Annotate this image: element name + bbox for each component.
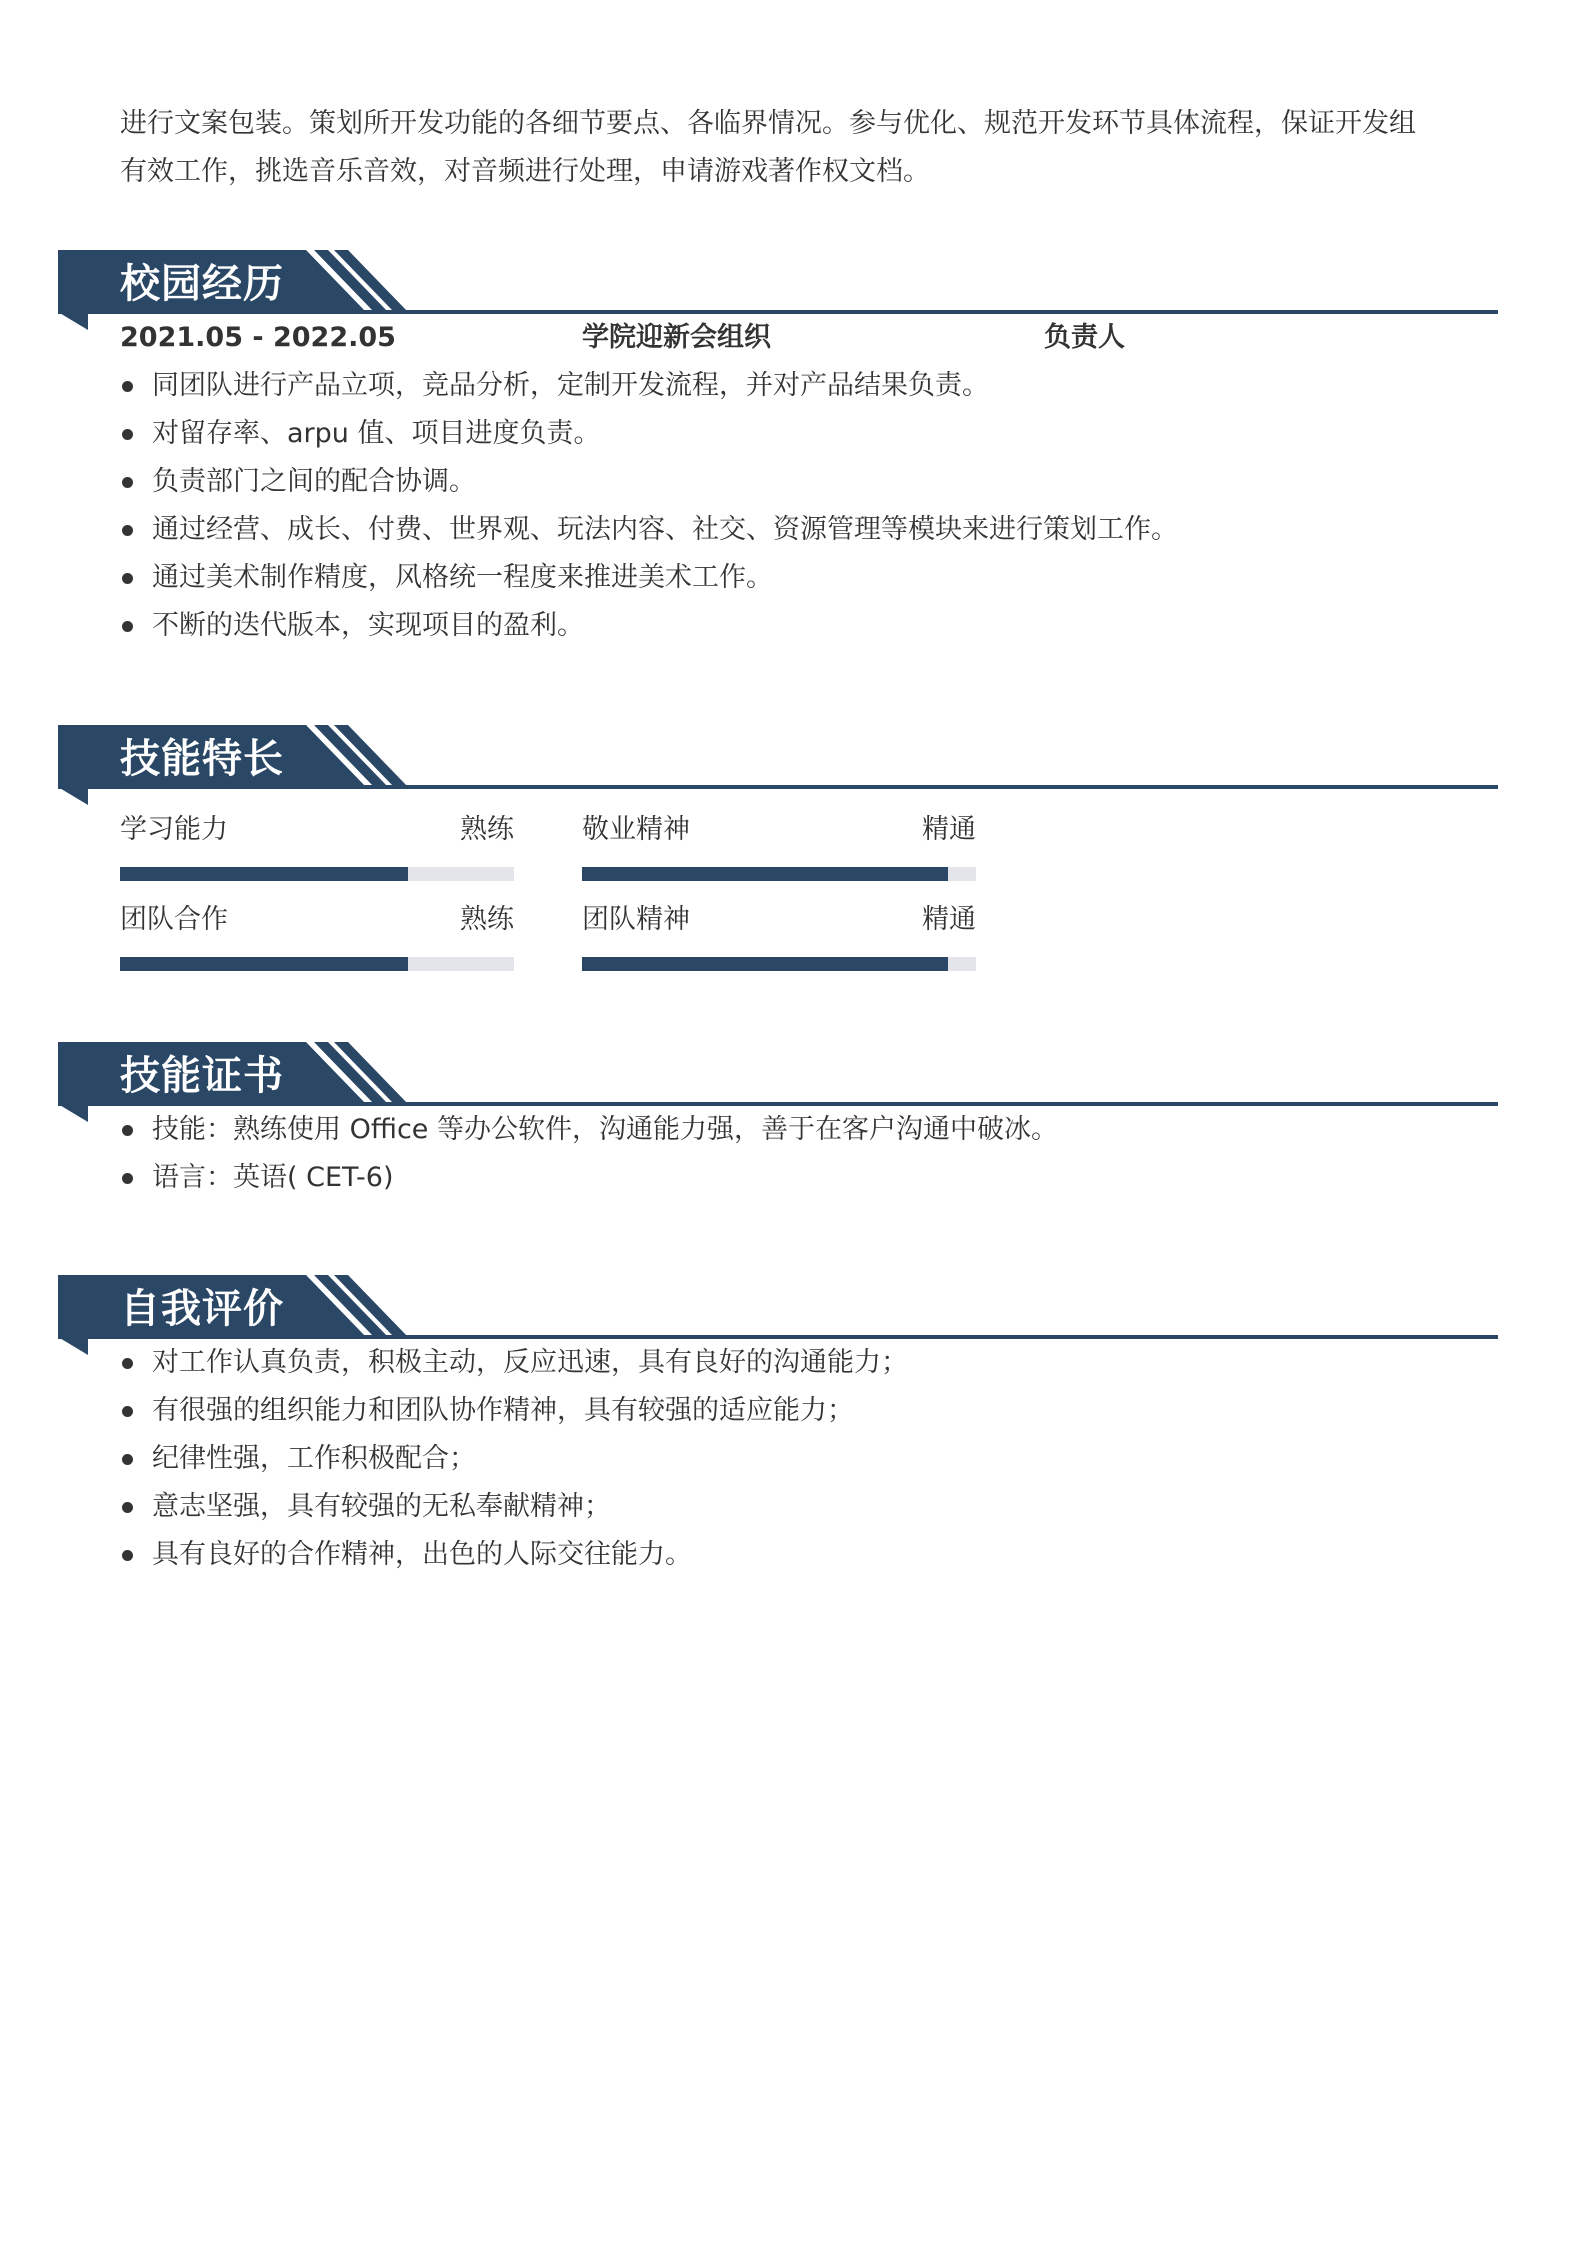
intro-line-2: 有效工作，挑选音乐音效，对音频进行处理，申请游戏著作权文档。 [120,156,930,187]
intro-line-1: 进行文案包装。策划所开发功能的各细节要点、各临界情况。参与优化、规范开发环节具体流程，保证开发组 [120,108,1416,139]
section-certificates [58,1042,1498,1193]
experience-date: 2021.05 - 2022.05 [120,322,396,353]
section-title: 技能特长 [120,736,284,782]
list-item: 对工作认真负责，积极主动，反应迅速，具有良好的沟通能力； [120,1339,908,1387]
section-title: 技能证书 [120,1053,284,1099]
section-header [58,725,1498,805]
list-item: 通过美术制作精度，风格统一程度来推进美术工作。 [120,554,1178,602]
bullet-dot-icon [122,477,133,488]
list-item: 有很强的组织能力和团队协作精神，具有较强的适应能力； [120,1387,908,1435]
experience-organization: 学院迎新会组织 [582,322,771,353]
skill-level: 精通 [922,814,976,845]
skill-bar-fill [120,957,408,971]
skill-name: 团队合作 [120,904,228,935]
experience-header-row [120,314,1220,362]
skill-bar-track [120,867,514,881]
skill-bar-fill [582,957,948,971]
section-title: 自我评价 [120,1286,284,1332]
bullet-dot-icon [122,1406,133,1417]
skill-name: 敬业精神 [582,814,690,845]
skill-item [582,810,976,890]
list-item: 通过经营、成长、付费、世界观、玩法内容、社交、资源管理等模块来进行策划工作。 [120,506,1178,554]
experience-role: 负责人 [1044,322,1125,353]
bullet-dot-icon [122,621,133,632]
list-item: 同团队进行产品立项，竞品分析，定制开发流程，并对产品结果负责。 [120,362,1178,410]
list-item: 不断的迭代版本，实现项目的盈利。 [120,602,1178,650]
section-title: 校园经历 [120,261,284,307]
skill-level: 熟练 [460,904,514,935]
section-skills [58,725,1498,935]
list-item: 负责部门之间的配合协调。 [120,458,1178,506]
list-item: 纪律性强，工作积极配合； [120,1435,908,1483]
skill-level: 熟练 [460,814,514,845]
list-item: 对留存率、arpu 值、项目进度负责。 [120,410,1178,458]
skill-item [120,900,514,980]
list-item: 具有良好的合作精神，出色的人际交往能力。 [120,1531,908,1579]
bullet-dot-icon [122,1550,133,1561]
work-description-continued [120,100,1490,196]
section-self-evaluation [58,1275,1498,1570]
skill-name: 团队精神 [582,904,690,935]
bullet-dot-icon [122,1358,133,1369]
campus-bullet-list [120,362,1178,650]
self-evaluation-bullet-list [120,1339,908,1579]
skill-name: 学习能力 [120,814,228,845]
section-campus-experience [58,250,1498,641]
list-item: 技能：熟练使用 Office 等办公软件，沟通能力强，善于在客户沟通中破冰。 [120,1106,1058,1154]
skill-bar-track [120,957,514,971]
skill-bar-track [582,957,976,971]
bullet-dot-icon [122,573,133,584]
skill-item [582,900,976,980]
skill-bar-track [582,867,976,881]
skill-bar-fill [582,867,948,881]
list-item: 语言：英语( CET-6) [120,1154,1058,1202]
bullet-dot-icon [122,525,133,536]
skill-level: 精通 [922,904,976,935]
bullet-dot-icon [122,429,133,440]
list-item: 意志坚强，具有较强的无私奉献精神； [120,1483,908,1531]
bullet-dot-icon [122,1454,133,1465]
certificates-bullet-list [120,1106,1058,1202]
bullet-dot-icon [122,381,133,392]
bullet-dot-icon [122,1502,133,1513]
bullet-dot-icon [122,1125,133,1136]
skill-bar-fill [120,867,408,881]
bullet-dot-icon [122,1173,133,1184]
skill-item [120,810,514,890]
